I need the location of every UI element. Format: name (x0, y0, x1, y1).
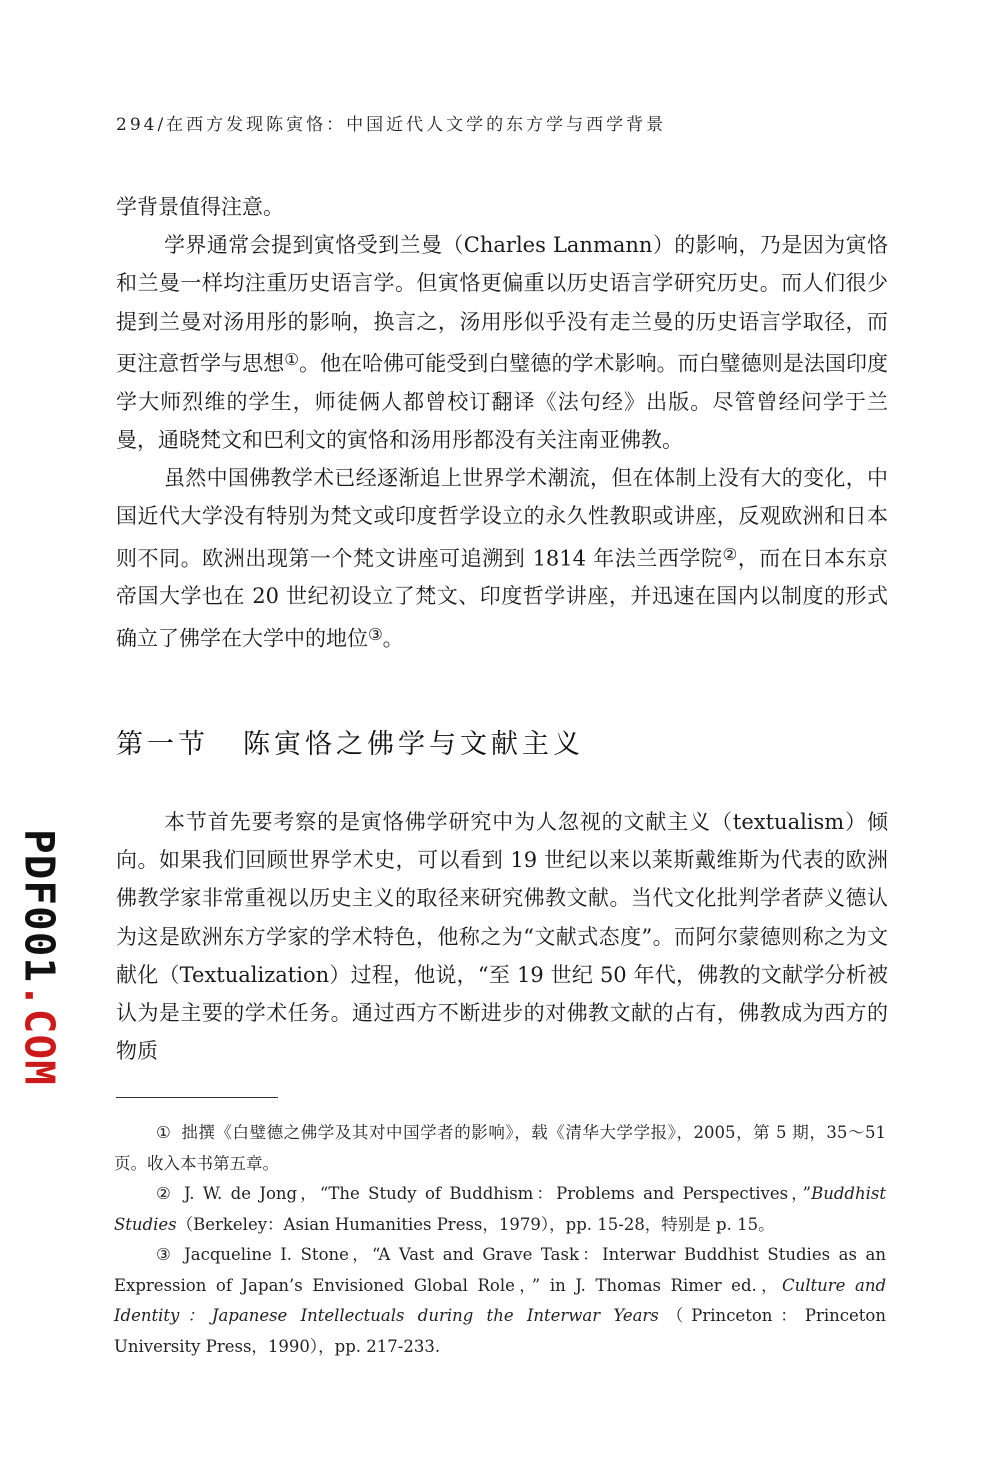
footnote-ref-2: ② (722, 544, 738, 564)
paragraph-text: 虽然中国佛教学术已经逐渐追上世界学术潮流，但在体制上没有大的变化，中国近代大学没有特别为梵文或印度哲学设立的永久性教职或讲座，反观欧洲和日本则不同。欧洲出现第一个梵文讲座可追溯到 1814 年法兰西学院 (116, 466, 888, 571)
paragraph-institutions (116, 459, 888, 657)
section-heading (116, 722, 584, 761)
footnote-ref-3: ③ (368, 624, 383, 644)
paragraph-text: 。 (382, 626, 404, 651)
watermark-text: PDF001.COM (15, 828, 64, 1086)
footnote-text: J. W. de Jong，“The Study of Buddhism：Problems and Perspectives，” (183, 1184, 812, 1203)
footnote-divider (116, 1097, 278, 1098)
paragraph-text: 。他在哈佛可能受到白璧德的学术影响。而白璧德则是法国印度学大师烈维的学生，师徒俩人都曾校订翻译《法句经》出版。尽管曾经问学于兰曼，通晓梵文和巴利文的寅恪和汤用彤都没有关注南亚佛教。 (116, 351, 888, 452)
section-title: 陈寅恪之佛学与文献主义 (243, 729, 584, 760)
paragraph-text: 学界通常会提到寅恪受到兰曼（Charles Lanmann）的影响，乃是因为寅恪和兰曼一样均注重历史语言学。但寅恪更偏重以历史语言学研究历史。而人们很少提到兰曼对汤用彤的影响，换言之，汤用彤似乎没有走兰曼的历史语言学取径，而更注意哲学与思想 (116, 233, 888, 376)
footnote-book-title: Buddhist Studies (114, 1184, 886, 1234)
footnote-text: Jacqueline I. Stone，“A Vast and Grave Task：Interwar Buddhist Studies as an Expression of Japan’s Envisioned Global Role，” in J. Thomas Rimer ed.， (114, 1245, 886, 1295)
paragraph-continued: 学背景值得注意。 (116, 195, 284, 219)
footnote-mark: ② (156, 1184, 174, 1203)
body-text-top (116, 188, 888, 658)
footnote-book-title: Culture and Identity：Japanese Intellectuals during the Interwar Years (114, 1275, 887, 1325)
watermark (15, 828, 64, 1086)
paragraph-lanmann (116, 226, 888, 459)
footnote-text: （Princeton：Princeton University Press，1990），pp. 217-233. (114, 1306, 886, 1356)
paragraph-textualism: 本节首先要考察的是寅恪佛学研究中为人忽视的文献主义（textualism）倾向。如果我们回顾世界学术史，可以看到 19 世纪以来以莱斯戴维斯为代表的欧洲佛教学家非常重视以历史主义的取径来研究佛教文献。当代文化批判学者萨义德认为这是欧洲东方学家的学术特色，他称之为“文献式态度”。而阿尔蒙德则称之为文献化（Textualization）过程，他说，“至 19 世纪 50 年代，佛教的文献学分析被认为是主要的学术任务。通过西方不断进步的对佛教文献的占有，佛教成为西方的物质 (116, 810, 888, 1064)
footnote-mark: ① (156, 1123, 172, 1142)
body-text-section (116, 803, 888, 1070)
footnote-ref-1: ① (284, 349, 299, 369)
section-number: 第一节 (116, 729, 209, 760)
footnote-mark: ③ (156, 1245, 175, 1264)
footnote-1 (114, 1118, 886, 1179)
running-head: 294/在西方发现陈寅恪：中国近代人文学的东方学与西学背景 (116, 115, 667, 135)
paragraph-text: ，而在日本东京帝国大学也在 20 世纪初设立了梵文、印度哲学讲座，并迅速在国内以制度的形式确立了佛学在大学中的地位 (116, 546, 889, 651)
footnote-text: （Berkeley：Asian Humanities Press，1979），pp. 15-28，特别是 p. 15。 (176, 1214, 775, 1234)
footnote-2 (114, 1179, 886, 1240)
footnote-text: 拙撰《白璧德之佛学及其对中国学者的影响》，载《清华大学学报》，2005，第 5 期，35～51 页。收入本书第五章。 (114, 1123, 886, 1173)
footnotes (114, 1118, 886, 1362)
footnote-3 (114, 1240, 886, 1362)
